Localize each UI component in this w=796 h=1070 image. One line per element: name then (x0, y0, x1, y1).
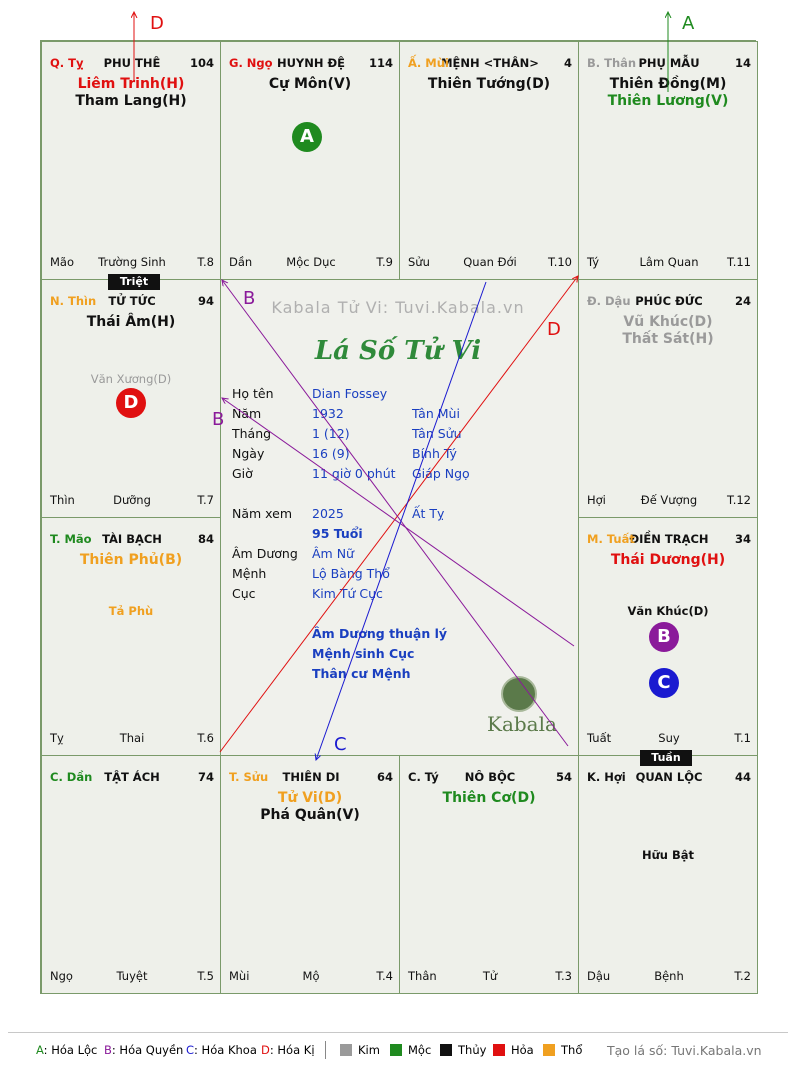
legend-element (440, 1043, 486, 1057)
footer-right: T.4 (376, 969, 393, 983)
major-star: Thiên Phủ(B) (79, 552, 183, 568)
footer-center: Lâm Quan (639, 255, 699, 269)
color-swatch (543, 1044, 555, 1056)
major-star: Liêm Trinh(H) (77, 76, 185, 92)
palace-name: PHÚC ĐỨC (635, 294, 703, 308)
palace-number: 74 (197, 770, 214, 784)
legend-element (493, 1043, 534, 1057)
footer-left: Hợi (587, 493, 606, 507)
minor-star: Văn Khúc(D) (627, 604, 709, 618)
info-label: Âm Dương (232, 546, 298, 561)
color-swatch (440, 1044, 452, 1056)
footer-left: Mùi (229, 969, 250, 983)
palace-branch: M. Tuất (587, 532, 635, 546)
footer-right: T.7 (197, 493, 214, 507)
legend-d: D: Hóa Kị (261, 1043, 315, 1057)
info-value: Âm Nữ (312, 546, 354, 561)
major-star: Cự Môn(V) (268, 76, 352, 92)
arrow-label-b2: B (212, 409, 225, 430)
palace-number: 34 (734, 532, 751, 546)
legend-site[interactable]: Tạo lá số: Tuvi.Kabala.vn (607, 1043, 762, 1058)
arrow-label-d-top: D (150, 13, 164, 34)
footer-right: T.10 (548, 255, 572, 269)
palace-name: TỬ TỨC (108, 294, 156, 308)
chart-title: Lá Số Tử Vi (314, 336, 482, 366)
hoa-ki-badge-d: D (116, 388, 146, 418)
footer-left: Sửu (408, 255, 430, 269)
info-label: Năm (232, 406, 262, 421)
footer-right: T.11 (727, 255, 751, 269)
arrow-label-a-top: A (682, 13, 695, 34)
footer-center: Bệnh (654, 969, 684, 983)
legend-element (390, 1043, 431, 1057)
legend-sep (325, 1041, 326, 1059)
footer-center: Tuyệt (116, 969, 148, 983)
major-star: Thái Âm(H) (86, 314, 176, 330)
footer-center: Dưỡng (113, 493, 151, 507)
palace-number: 104 (189, 56, 214, 70)
tuan-tag: Tuần (640, 750, 692, 766)
footer-center: Quan Đới (463, 255, 517, 269)
info-value: 16 (9) (312, 446, 350, 461)
palace-branch: Q. Tỵ (50, 56, 84, 70)
legend-element-label: Hỏa (511, 1043, 534, 1057)
legend-element (543, 1043, 582, 1057)
footer-right: T.12 (727, 493, 751, 507)
footer-center: Mộ (302, 969, 320, 983)
minor-star: Tả Phù (108, 604, 154, 618)
info-age: 95 Tuổi (312, 526, 363, 541)
info-label: Tháng (232, 426, 272, 441)
palace-branch: N. Thìn (50, 294, 97, 308)
info-value: Lộ Bàng Thổ (312, 566, 390, 581)
palace-number: 24 (734, 294, 751, 308)
footer-left: Ngọ (50, 969, 73, 983)
major-star: Thiên Đồng(M) (609, 76, 727, 92)
info-note: Thân cư Mệnh (312, 666, 411, 681)
info-extra: Tân Sửu (412, 426, 462, 441)
arrow-b2 (222, 398, 574, 646)
legend-bar (0, 1030, 796, 1070)
info-value: 1 (12) (312, 426, 350, 441)
palace-branch: C. Tý (408, 770, 439, 784)
legend-divider (8, 1032, 788, 1033)
legend-b: B: Hóa Quyền (104, 1043, 184, 1057)
palace-branch: Đ. Dậu (587, 294, 631, 308)
hoa-khoa-badge-c: C (649, 668, 679, 698)
footer-center: Tử (482, 969, 498, 983)
color-swatch (340, 1044, 352, 1056)
major-star: Tử Vi(D) (277, 790, 343, 806)
color-swatch (493, 1044, 505, 1056)
palace-number: 114 (368, 56, 393, 70)
palace-number: 14 (734, 56, 751, 70)
arrow-b1 (222, 280, 568, 746)
footer-right: T.2 (734, 969, 751, 983)
info-value: Dian Fossey (312, 386, 388, 401)
footer-right: T.1 (734, 731, 751, 745)
info-extra: Bính Tý (412, 446, 457, 461)
palace-branch: B. Thân (587, 56, 637, 70)
footer-center: Suy (658, 731, 680, 745)
palace-branch: G. Ngọ (229, 56, 273, 70)
palace-branch: C. Dần (50, 770, 93, 784)
palace-branch: Ấ. Mùi (408, 56, 449, 70)
palace-name: TÀI BẠCH (102, 532, 162, 546)
palace-name: TẬT ÁCH (104, 770, 160, 784)
footer-left: Tuất (587, 731, 612, 745)
palace-number: 54 (555, 770, 572, 784)
logo-text: Kabala (487, 712, 557, 736)
major-star: Thiên Lương(V) (607, 93, 729, 109)
legend-a: A: Hóa Lộc (36, 1043, 98, 1057)
major-star: Thái Dương(H) (610, 552, 726, 568)
footer-left: Dậu (587, 969, 611, 983)
info-value-nam-xem: 2025 (312, 506, 344, 521)
info-note: Âm Dương thuận lý (312, 626, 448, 641)
footer-center: Trường Sinh (98, 255, 166, 269)
info-extra-nam-xem: Ất Tỵ (412, 506, 445, 521)
footer-right: T.8 (197, 255, 214, 269)
palace-branch: K. Hợi (587, 770, 626, 784)
arrow-label-c-bottom: C (334, 734, 347, 755)
palace-number: 94 (197, 294, 214, 308)
palace-name: ĐIỀN TRẠCH (629, 532, 709, 546)
info-label: Ngày (232, 446, 265, 461)
minor-star: Hữu Bật (641, 848, 695, 862)
info-note: Mệnh sinh Cục (312, 646, 415, 661)
footer-left: Tý (587, 255, 600, 269)
major-star: Vũ Khúc(D) (623, 314, 713, 330)
info-label: Cục (232, 586, 256, 601)
hoa-quyen-badge-b: B (649, 622, 679, 652)
footer-center: Đế Vượng (640, 493, 698, 507)
palace-name: THIÊN DI (282, 770, 340, 784)
info-value: 11 giờ 0 phút (312, 466, 396, 481)
footer-right: T.6 (197, 731, 214, 745)
palace-branch: T. Mão (50, 532, 92, 546)
footer-left: Thân (408, 969, 437, 983)
footer-left: Dần (229, 255, 253, 269)
footer-left: Tỵ (50, 731, 64, 745)
hoa-loc-badge-a: A (292, 122, 322, 152)
palace-branch: T. Sửu (229, 770, 269, 784)
legend-element-label: Mộc (408, 1043, 432, 1057)
info-label-nam-xem: Năm xem (232, 506, 293, 521)
arrow-label-d-mid: D (547, 319, 561, 340)
footer-left: Thìn (50, 493, 75, 507)
palace-number: 44 (734, 770, 751, 784)
major-star: Tham Lang(H) (75, 93, 187, 109)
arrow-label-b1: B (243, 288, 256, 309)
info-value: 1932 (312, 406, 344, 421)
palace-name: MỆNH <THÂN> (441, 56, 539, 70)
legend-element-label: Thổ (561, 1043, 583, 1057)
info-label: Mệnh (232, 566, 267, 581)
info-extra: Tân Mùi (412, 406, 460, 421)
footer-center: Thai (119, 731, 145, 745)
footer-right: T.3 (555, 969, 572, 983)
major-star: Thiên Tướng(D) (427, 76, 551, 92)
palace-name: PHỤ MẪU (638, 56, 700, 70)
footer-left: Mão (50, 255, 75, 269)
footer-right: T.9 (376, 255, 393, 269)
palace-name: HUYNH ĐỆ (276, 56, 346, 70)
palace-number: 4 (563, 56, 572, 70)
footer-right: T.5 (197, 969, 214, 983)
info-label: Họ tên (232, 386, 274, 401)
minor-star: Văn Xương(D) (90, 372, 172, 386)
major-star: Phá Quân(V) (260, 807, 360, 823)
legend-element (340, 1043, 380, 1057)
arrow-c-bottom (316, 282, 486, 760)
color-swatch (390, 1044, 402, 1056)
palace-name: NÔ BỘC (464, 770, 516, 784)
legend-element-label: Kim (358, 1043, 380, 1057)
info-label: Giờ (232, 466, 253, 481)
watermark-text: Kabala Tử Vi: Tuvi.Kabala.vn (271, 298, 525, 317)
major-star: Thiên Cơ(D) (442, 790, 536, 806)
palace-name: QUAN LỘC (635, 770, 703, 784)
footer-center: Mộc Dục (286, 255, 336, 269)
info-extra: Giáp Ngọ (412, 466, 470, 481)
legend-c: C: Hóa Khoa (186, 1043, 257, 1057)
major-star: Thất Sát(H) (622, 331, 714, 347)
triet-tag: Triệt (108, 274, 160, 290)
arrow-d-mid (220, 276, 578, 752)
info-value: Kim Tứ Cục (312, 586, 383, 601)
palace-name: PHU THÊ (103, 56, 161, 70)
legend-element-label: Thủy (458, 1043, 487, 1057)
palace-number: 64 (376, 770, 393, 784)
palace-number: 84 (197, 532, 214, 546)
